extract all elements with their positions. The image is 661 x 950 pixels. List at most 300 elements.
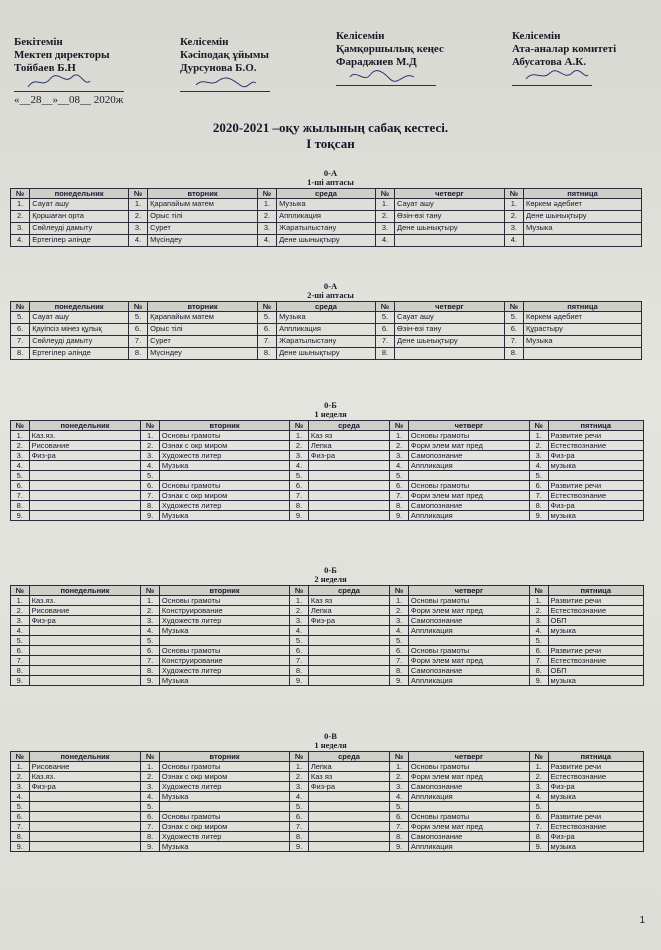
lesson-subject: Художеств литер (159, 616, 289, 626)
lesson-subject: Мүсіндеу (148, 348, 258, 360)
lesson-number: 2. (529, 772, 548, 782)
lesson-number: 2. (390, 772, 409, 782)
lesson-number: 6. (141, 646, 160, 656)
column-header: четверг (408, 586, 529, 596)
table-row (11, 676, 644, 686)
table-header-row (11, 302, 642, 312)
lesson-number: 6. (11, 481, 30, 491)
lesson-number: 2. (529, 441, 548, 451)
lesson-number: 6. (257, 324, 276, 336)
lesson-number: 3. (11, 451, 30, 461)
lesson-number: 2. (257, 211, 276, 223)
table-row (11, 636, 644, 646)
lesson-subject: Физ-ра (308, 782, 389, 792)
schedule-table (10, 188, 642, 247)
lesson-number: 1. (375, 199, 394, 211)
lesson-number: 1. (504, 199, 523, 211)
lesson-subject (548, 802, 644, 812)
lesson-subject: Форм элем мат пред (408, 772, 529, 782)
column-header: № (390, 421, 409, 431)
column-header: № (290, 421, 309, 431)
lesson-number: 8. (141, 501, 160, 511)
lesson-number: 6. (529, 646, 548, 656)
lesson-subject (29, 646, 141, 656)
lesson-subject: Конструирование (159, 656, 289, 666)
lesson-number: 4. (390, 792, 409, 802)
lesson-subject: Основы грамоты (159, 646, 289, 656)
lesson-number: 4. (11, 461, 30, 471)
lesson-subject (308, 511, 389, 521)
column-header: пятница (523, 189, 641, 199)
column-header: четверг (408, 421, 529, 431)
lesson-subject (395, 235, 505, 247)
lesson-subject: Самопознание (408, 616, 529, 626)
lesson-number: 7. (257, 336, 276, 348)
table-row (11, 812, 644, 822)
lesson-subject (548, 636, 644, 646)
lesson-subject (159, 802, 289, 812)
lesson-number: 5. (290, 636, 309, 646)
lesson-subject: Қарапайым матем (148, 312, 258, 324)
lesson-subject: ОБП (548, 666, 644, 676)
lesson-subject: Основы грамоты (159, 431, 289, 441)
lesson-subject: Лепка (308, 441, 389, 451)
page-number: 1 (639, 915, 645, 926)
lesson-subject: Аппликация (408, 461, 529, 471)
week-label: 1 неделя (314, 409, 347, 419)
approval-line: Абусатова А.К. (512, 56, 586, 68)
lesson-subject: Основы грамоты (408, 431, 529, 441)
lesson-number: 8. (11, 348, 30, 360)
lesson-number: 5. (529, 802, 548, 812)
lesson-subject: Сауат ашу (395, 312, 505, 324)
lesson-number: 6. (529, 812, 548, 822)
lesson-subject: Аппликация (408, 842, 529, 852)
lesson-subject: Аппликация (277, 324, 376, 336)
lesson-subject: Основы грамоты (408, 596, 529, 606)
column-header: № (11, 302, 30, 312)
signature-line (512, 69, 592, 86)
lesson-number: 4. (290, 626, 309, 636)
lesson-subject: Сурет (148, 336, 258, 348)
lesson-subject (29, 491, 141, 501)
column-header: № (141, 421, 160, 431)
lesson-number: 1. (390, 596, 409, 606)
lesson-number: 1. (390, 762, 409, 772)
lesson-subject (408, 802, 529, 812)
lesson-number: 4. (128, 235, 147, 247)
lesson-subject: Аппликация (408, 626, 529, 636)
column-header: № (504, 302, 523, 312)
lesson-subject: Основы грамоты (408, 812, 529, 822)
lesson-number: 6. (529, 481, 548, 491)
lesson-number: 1. (290, 431, 309, 441)
week-label: 2-ші аптасы (307, 290, 354, 300)
lesson-number: 8. (11, 832, 30, 842)
schedule-table (10, 420, 644, 521)
lesson-subject: Жаратылыстану (277, 336, 376, 348)
lesson-subject: Художеств литер (159, 782, 289, 792)
column-header: № (375, 302, 394, 312)
lesson-subject (29, 481, 141, 491)
lesson-number: 8. (290, 666, 309, 676)
lesson-number: 7. (390, 491, 409, 501)
approval-line: Келісемін (336, 30, 385, 42)
lesson-number: 8. (504, 348, 523, 360)
lesson-number: 1. (390, 431, 409, 441)
lesson-number: 6. (390, 646, 409, 656)
group-label: 0-Б (324, 400, 337, 410)
group-label: 0-А (323, 281, 338, 291)
lesson-subject: Лепка (308, 606, 389, 616)
lesson-number: 5. (141, 802, 160, 812)
lesson-number: 5. (290, 471, 309, 481)
lesson-number: 9. (141, 842, 160, 852)
lesson-number: 8. (141, 832, 160, 842)
lesson-subject: Форм элем мат пред (408, 606, 529, 616)
column-header: четверг (395, 302, 505, 312)
column-header: № (257, 189, 276, 199)
week-label: 2 неделя (314, 574, 347, 584)
table-row (11, 461, 644, 471)
lesson-subject (308, 842, 389, 852)
lesson-number: 4. (290, 792, 309, 802)
lesson-subject: Сөйлеуді дамыту (30, 223, 129, 235)
lesson-number: 7. (390, 656, 409, 666)
column-header: № (141, 752, 160, 762)
lesson-subject: музыка (548, 842, 644, 852)
column-header: понедельник (30, 189, 129, 199)
lesson-number: 6. (390, 481, 409, 491)
lesson-number: 2. (290, 772, 309, 782)
approval-parents (512, 30, 616, 86)
table-row (11, 481, 644, 491)
approval-line: Мектеп директоры (14, 49, 110, 61)
lesson-subject: Физ-ра (548, 832, 644, 842)
lesson-number: 8. (390, 832, 409, 842)
table-row (11, 431, 644, 441)
lesson-number: 8. (529, 832, 548, 842)
lesson-number: 3. (529, 782, 548, 792)
column-header: пятница (523, 302, 641, 312)
lesson-subject: Ертегілер әлінде (30, 348, 129, 360)
lesson-number: 8. (11, 666, 30, 676)
lesson-number: 7. (128, 336, 147, 348)
lesson-subject: Каз.яз. (29, 596, 141, 606)
table-row (11, 199, 642, 211)
lesson-number: 5. (390, 471, 409, 481)
lesson-subject (308, 491, 389, 501)
lesson-subject (308, 666, 389, 676)
table-row (11, 656, 644, 666)
lesson-subject (29, 822, 141, 832)
lesson-subject: Музыка (159, 461, 289, 471)
lesson-number: 4. (390, 626, 409, 636)
column-header: № (529, 421, 548, 431)
lesson-subject (308, 802, 389, 812)
lesson-subject (29, 626, 141, 636)
lesson-subject: Форм элем мат пред (408, 822, 529, 832)
lesson-number: 6. (290, 481, 309, 491)
lesson-subject (408, 636, 529, 646)
lesson-subject: Көркем әдебиет (523, 199, 641, 211)
lesson-subject: музыка (548, 511, 644, 521)
table-row (11, 822, 644, 832)
lesson-subject: Аппликация (408, 511, 529, 521)
lesson-subject (308, 676, 389, 686)
lesson-subject: Музыка (159, 792, 289, 802)
lesson-number: 3. (290, 782, 309, 792)
lesson-number: 7. (141, 491, 160, 501)
lesson-number: 9. (529, 511, 548, 521)
lesson-number: 5. (257, 312, 276, 324)
lesson-subject: Основы грамоты (408, 646, 529, 656)
lesson-number: 1. (11, 199, 30, 211)
column-header: № (504, 189, 523, 199)
lesson-number: 6. (141, 812, 160, 822)
lesson-number: 5. (11, 471, 30, 481)
lesson-number: 3. (11, 223, 30, 235)
lesson-subject: Аппликация (408, 792, 529, 802)
approval-line: Келісемін (180, 36, 229, 48)
lesson-number: 5. (529, 471, 548, 481)
lesson-subject (29, 676, 141, 686)
lesson-number: 9. (141, 676, 160, 686)
lesson-subject: Ознак с окр миром (159, 822, 289, 832)
lesson-subject: Музыка (277, 312, 376, 324)
table-row (11, 792, 644, 802)
table-row (11, 626, 644, 636)
lesson-subject (308, 832, 389, 842)
signature-image (24, 73, 94, 91)
lesson-subject: Конструирование (159, 606, 289, 616)
lesson-subject: Сауат ашу (30, 312, 129, 324)
column-header: среда (308, 586, 389, 596)
lesson-number: 5. (390, 636, 409, 646)
lesson-subject: музыка (548, 676, 644, 686)
week-label: 1 неделя (314, 740, 347, 750)
signature-line (180, 75, 270, 92)
lesson-subject (548, 471, 644, 481)
lesson-number: 3. (390, 782, 409, 792)
lesson-subject: Физ-ра (548, 451, 644, 461)
column-header: среда (308, 752, 389, 762)
lesson-subject (308, 646, 389, 656)
group-label: 0-В (324, 731, 337, 741)
table-header-row (11, 189, 642, 199)
lesson-number: 2. (11, 211, 30, 223)
lesson-number: 9. (11, 511, 30, 521)
table-row (11, 501, 644, 511)
lesson-subject (29, 636, 141, 646)
column-header: № (257, 302, 276, 312)
lesson-number: 5. (375, 312, 394, 324)
approval-line: Кәсіподақ ұйымы (180, 49, 269, 61)
lesson-number: 2. (390, 606, 409, 616)
column-header: № (128, 189, 147, 199)
lesson-number: 4. (504, 235, 523, 247)
approval-line: Қамқоршылық кеңес (336, 43, 444, 55)
approval-line: Дурсунова Б.О. (180, 62, 257, 74)
lesson-subject: Рисование (29, 762, 141, 772)
lesson-subject: Физ-ра (308, 616, 389, 626)
lesson-subject: Сауат ашу (395, 199, 505, 211)
table-row (11, 511, 644, 521)
lesson-subject (29, 842, 141, 852)
lesson-subject: Қоршаған орта (30, 211, 129, 223)
table-row (11, 451, 644, 461)
lesson-subject: Развитие речи (548, 646, 644, 656)
lesson-number: 3. (141, 451, 160, 461)
lesson-subject: Физ-ра (29, 782, 141, 792)
signature-image (522, 67, 592, 85)
lesson-subject: Физ-ра (548, 501, 644, 511)
column-header: четверг (395, 189, 505, 199)
lesson-number: 2. (141, 441, 160, 451)
lesson-subject: Дене шынықтыру (523, 211, 641, 223)
lesson-number: 2. (504, 211, 523, 223)
lesson-number: 8. (529, 666, 548, 676)
lesson-subject (523, 235, 641, 247)
schedule-table (10, 301, 642, 360)
schedule-table (10, 751, 644, 852)
lesson-number: 2. (11, 441, 30, 451)
lesson-number: 1. (128, 199, 147, 211)
column-header: пятница (548, 421, 644, 431)
lesson-number: 4. (529, 626, 548, 636)
lesson-number: 9. (290, 842, 309, 852)
table-row (11, 782, 644, 792)
lesson-subject: музыка (548, 626, 644, 636)
lesson-number: 7. (11, 656, 30, 666)
lesson-number: 1. (11, 596, 30, 606)
lesson-subject: Мүсіндеу (148, 235, 258, 247)
lesson-subject: Музыка (159, 676, 289, 686)
lesson-number: 3. (529, 616, 548, 626)
lesson-subject: Дене шынықтыру (277, 348, 376, 360)
lesson-subject: Естествознание (548, 822, 644, 832)
lesson-number: 3. (141, 782, 160, 792)
lesson-subject: Основы грамоты (159, 762, 289, 772)
lesson-subject (29, 802, 141, 812)
lesson-number: 5. (11, 636, 30, 646)
lesson-number: 8. (141, 666, 160, 676)
signature-line (336, 69, 436, 86)
lesson-subject: Развитие речи (548, 812, 644, 822)
lesson-subject (308, 812, 389, 822)
lesson-subject: Каз яз (308, 431, 389, 441)
lesson-number: 9. (529, 676, 548, 686)
lesson-number: 2. (375, 211, 394, 223)
lesson-number: 4. (290, 461, 309, 471)
approval-director (14, 36, 124, 107)
lesson-number: 6. (504, 324, 523, 336)
lesson-subject: Жаратылыстану (277, 223, 376, 235)
lesson-number: 6. (141, 481, 160, 491)
lesson-subject: Сурет (148, 223, 258, 235)
lesson-number: 7. (529, 656, 548, 666)
lesson-number: 8. (529, 501, 548, 511)
lesson-number: 6. (11, 646, 30, 656)
lesson-number: 1. (290, 762, 309, 772)
lesson-number: 8. (390, 666, 409, 676)
lesson-subject: Каз яз (308, 772, 389, 782)
lesson-number: 3. (504, 223, 523, 235)
lesson-number: 5. (141, 636, 160, 646)
table-row (11, 802, 644, 812)
lesson-subject: Естествознание (548, 441, 644, 451)
lesson-subject: Самопознание (408, 666, 529, 676)
lesson-number: 4. (11, 792, 30, 802)
approval-council (336, 30, 444, 86)
lesson-number: 5. (11, 312, 30, 324)
column-header: № (529, 586, 548, 596)
lesson-subject: Форм элем мат пред (408, 656, 529, 666)
lesson-subject: Художеств литер (159, 666, 289, 676)
lesson-subject: Развитие речи (548, 431, 644, 441)
lesson-subject: Физ-ра (548, 782, 644, 792)
lesson-subject (29, 501, 141, 511)
lesson-number: 3. (257, 223, 276, 235)
approval-line: Келісемін (512, 30, 561, 42)
column-header: понедельник (29, 586, 141, 596)
lesson-subject: Форм элем мат пред (408, 491, 529, 501)
lesson-subject (308, 822, 389, 832)
lesson-subject: Дене шынықтыру (395, 223, 505, 235)
schedule-table (10, 585, 644, 686)
lesson-subject (159, 636, 289, 646)
lesson-subject (308, 636, 389, 646)
table-row (11, 772, 644, 782)
table-row (11, 616, 644, 626)
lesson-number: 7. (141, 656, 160, 666)
column-header: № (390, 752, 409, 762)
lesson-subject (308, 501, 389, 511)
lesson-number: 9. (529, 842, 548, 852)
lesson-subject (523, 348, 641, 360)
lesson-number: 1. (141, 762, 160, 772)
lesson-subject: Музыка (523, 223, 641, 235)
lesson-number: 8. (375, 348, 394, 360)
lesson-subject: Самопознание (408, 501, 529, 511)
lesson-number: 4. (11, 235, 30, 247)
column-header: № (290, 586, 309, 596)
approval-line: Фараджиев М.Д (336, 56, 417, 68)
lesson-subject: Естествознание (548, 772, 644, 782)
lesson-number: 4. (141, 626, 160, 636)
lesson-subject: Художеств литер (159, 501, 289, 511)
lesson-subject: Каз.яз. (29, 431, 141, 441)
lesson-number: 4. (390, 461, 409, 471)
lesson-subject (159, 471, 289, 481)
lesson-subject: Қауіпсіз мінез құлық (30, 324, 129, 336)
column-header: вторник (159, 421, 289, 431)
lesson-number: 5. (128, 312, 147, 324)
lesson-subject: Физ-ра (29, 616, 141, 626)
lesson-number: 8. (290, 832, 309, 842)
lesson-number: 7. (290, 822, 309, 832)
column-header: № (11, 421, 30, 431)
lesson-number: 3. (290, 616, 309, 626)
lesson-subject: Аппликация (277, 211, 376, 223)
lesson-number: 4. (141, 461, 160, 471)
lesson-number: 3. (529, 451, 548, 461)
group-label: 0-А (323, 168, 338, 178)
table-row (11, 596, 644, 606)
lesson-subject: Өзін-өзі тану (395, 211, 505, 223)
column-header: вторник (148, 302, 258, 312)
lesson-subject: Основы грамоты (159, 596, 289, 606)
